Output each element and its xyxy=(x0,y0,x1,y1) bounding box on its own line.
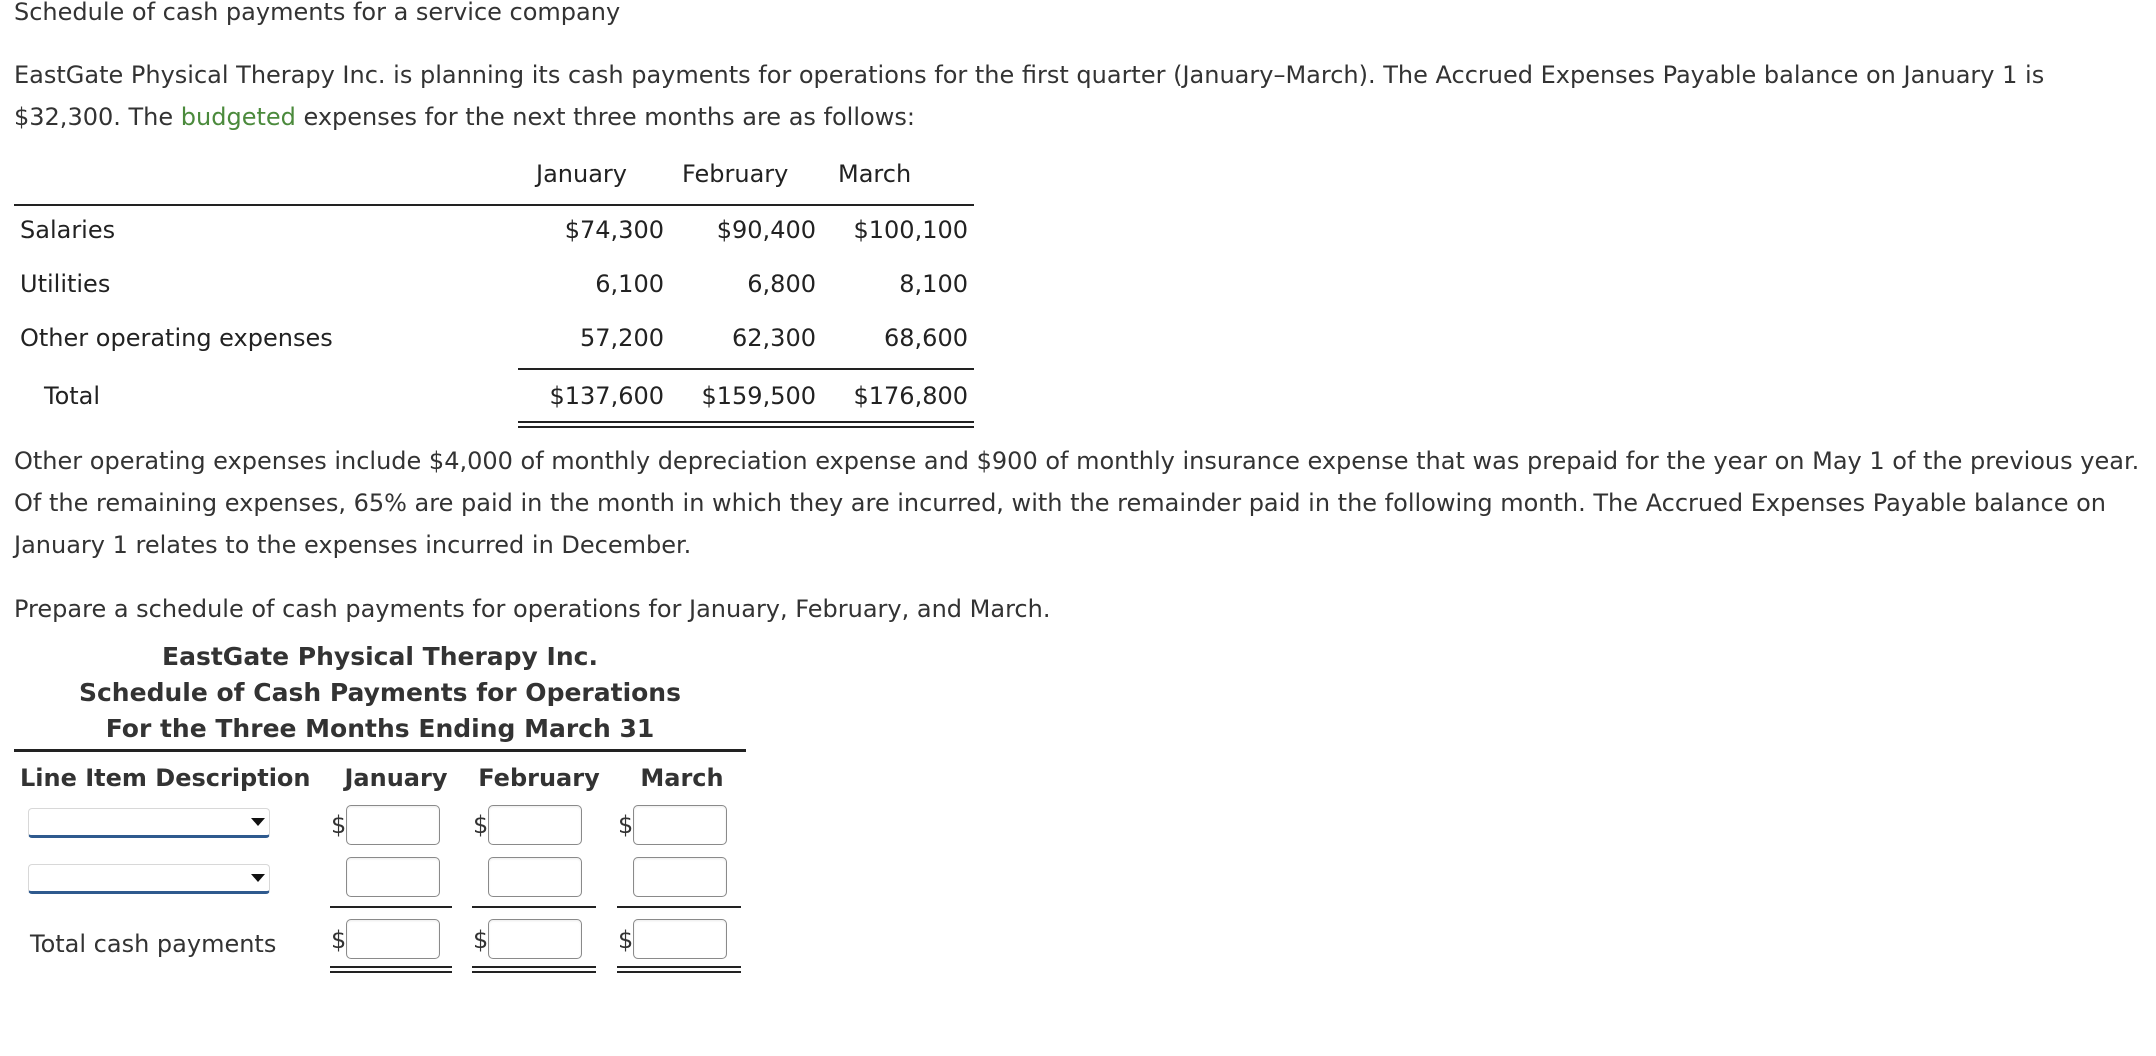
subtotal-rule-feb xyxy=(472,906,596,908)
input-row1-jan[interactable] xyxy=(346,805,440,845)
input-row2-mar[interactable] xyxy=(633,857,727,897)
chevron-down-icon xyxy=(251,874,265,882)
input-row1-feb[interactable] xyxy=(488,805,582,845)
line-item-dropdown-1[interactable] xyxy=(28,808,270,838)
input-row2-feb[interactable] xyxy=(488,857,582,897)
dollar-sign-jan-1: $ xyxy=(331,811,347,839)
dollar-sign-mar-1: $ xyxy=(618,811,634,839)
schedule-title: Schedule of Cash Payments for Operations xyxy=(78,678,681,707)
cell-other-jan: 57,200 xyxy=(580,324,664,352)
cell-salaries-mar: $100,100 xyxy=(853,216,968,244)
expense-details-paragraph: Other operating expenses include $4,000 of monthly depreciation expense and $900 of monthly insurance expense that was prepaid for the year on May 1 of the previous year. Of the remaining expenses, 65% are paid in the month in which they are incurred, with the remainder paid in the following month. The Accrued Expenses Payable balance on January 1 relates to the expenses incurred in December. xyxy=(14,447,2140,559)
total-rule-jan-2 xyxy=(330,971,452,973)
header-rule xyxy=(14,204,974,206)
row-label-utilities: Utilities xyxy=(20,270,111,298)
total-rule-mar-1 xyxy=(617,966,741,968)
instruction: Prepare a schedule of cash payments for operations for January, February, and March. xyxy=(14,595,1051,623)
input-row1-mar[interactable] xyxy=(633,805,727,845)
cell-total-feb: $159,500 xyxy=(701,382,816,410)
intro-text-1: EastGate Physical Therapy Inc. is planning its cash payments for operations for the first quarter (January–March). The Accrued Expenses Payable balance on January 1 is $32,300. The xyxy=(14,61,2045,131)
intro-paragraph xyxy=(14,54,2154,138)
header-march: March xyxy=(640,764,724,792)
input-total-mar[interactable] xyxy=(633,919,727,959)
total-rule-jan-1 xyxy=(330,966,452,968)
cell-total-mar: $176,800 xyxy=(853,382,968,410)
cell-utilities-mar: 8,100 xyxy=(899,270,968,298)
col-header-march: March xyxy=(838,160,912,188)
input-row2-jan[interactable] xyxy=(346,857,440,897)
chevron-down-icon xyxy=(251,818,265,826)
cell-utilities-jan: 6,100 xyxy=(595,270,664,298)
dollar-sign-mar-total: $ xyxy=(618,926,634,954)
cell-other-feb: 62,300 xyxy=(732,324,816,352)
col-header-january: January xyxy=(536,160,627,188)
subtotal-rule-jan xyxy=(330,906,452,908)
header-january: January xyxy=(344,764,448,792)
total-cash-payments-label: Total cash payments xyxy=(30,930,277,958)
total-rule-mar-2 xyxy=(617,971,741,973)
row-label-other: Other operating expenses xyxy=(20,324,333,352)
input-total-jan[interactable] xyxy=(346,919,440,959)
schedule-company: EastGate Physical Therapy Inc. xyxy=(162,642,598,671)
schedule-period: For the Three Months Ending March 31 xyxy=(105,714,655,743)
intro-text-2: expenses for the next three months are as follows: xyxy=(295,103,915,131)
total-double-rule-1 xyxy=(518,421,974,423)
input-total-feb[interactable] xyxy=(488,919,582,959)
cell-salaries-jan: $74,300 xyxy=(564,216,664,244)
cell-other-mar: 68,600 xyxy=(884,324,968,352)
total-rule-feb-1 xyxy=(472,966,596,968)
subtotal-rule-mar xyxy=(617,906,741,908)
row-label-total: Total xyxy=(44,382,101,410)
dollar-sign-feb-total: $ xyxy=(473,926,489,954)
subtotal-rule xyxy=(518,368,974,370)
dollar-sign-jan-total: $ xyxy=(331,926,347,954)
dollar-sign-feb-1: $ xyxy=(473,811,489,839)
schedule-title-rule xyxy=(14,749,746,752)
header-line-item-description: Line Item Description xyxy=(20,764,311,792)
total-double-rule-2 xyxy=(518,426,974,428)
line-item-dropdown-2[interactable] xyxy=(28,864,270,894)
col-header-february: February xyxy=(682,160,789,188)
page-title: Schedule of cash payments for a service company xyxy=(14,0,621,26)
row-label-salaries: Salaries xyxy=(20,216,116,244)
cell-salaries-feb: $90,400 xyxy=(716,216,816,244)
header-february: February xyxy=(478,764,600,792)
budgeted-link[interactable]: budgeted xyxy=(180,103,296,131)
total-rule-feb-2 xyxy=(472,971,596,973)
cell-total-jan: $137,600 xyxy=(549,382,664,410)
cell-utilities-feb: 6,800 xyxy=(747,270,816,298)
